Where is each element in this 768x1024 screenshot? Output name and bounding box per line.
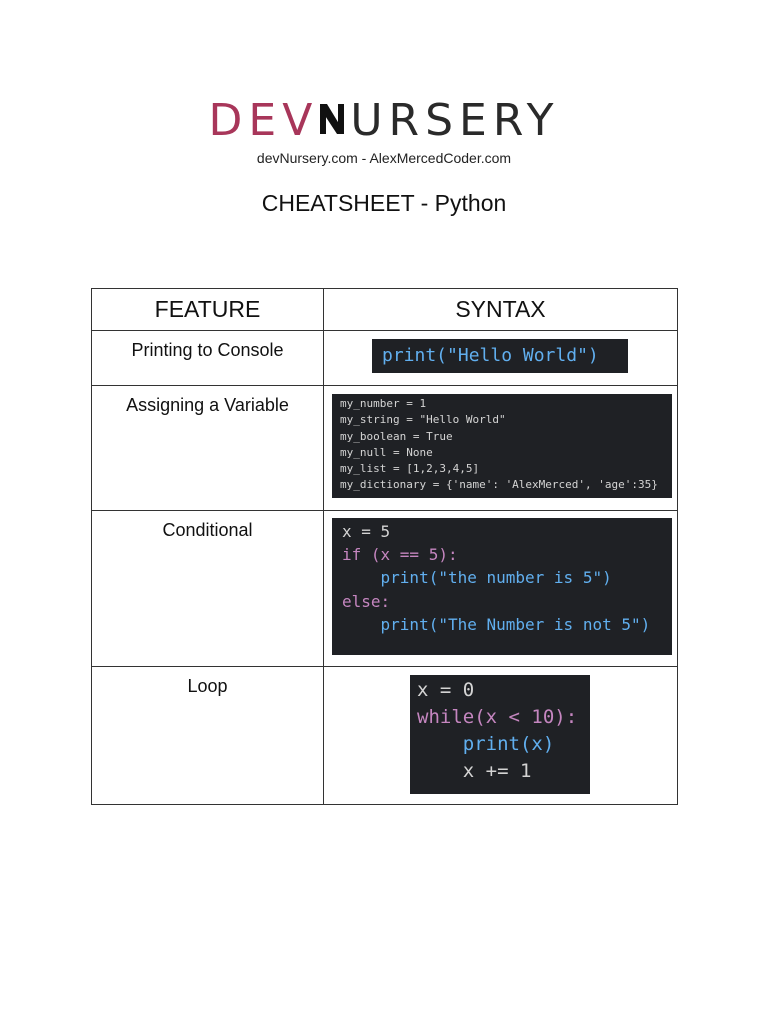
code-line: x = 5 — [342, 522, 391, 541]
table-row — [92, 667, 678, 805]
feature-column-header: FEATURE — [92, 289, 324, 331]
feature-cell — [92, 511, 324, 667]
syntax-cell — [324, 331, 678, 386]
table-row — [92, 511, 678, 667]
feature-label: Assigning a Variable — [126, 395, 289, 415]
logo-dev-text: DEV — [208, 95, 319, 146]
feature-label: Loop — [187, 676, 228, 696]
code-line: x = 0 — [417, 679, 475, 701]
code-line: my_list = [1,2,3,4,5] — [340, 462, 480, 476]
code-snippet-variables — [332, 394, 672, 498]
logo-ursery-text: URSERY — [350, 95, 560, 146]
page-title: CHEATSHEET - Python — [261, 190, 507, 216]
code-snippet-conditional — [332, 518, 672, 655]
code-line: else: — [342, 591, 391, 611]
code-line: print("Hello World") — [382, 345, 599, 366]
cheatsheet-table — [91, 288, 678, 805]
feature-cell — [92, 386, 324, 511]
feature-label: Printing to Console — [131, 340, 284, 360]
code-line: print("The Number is not 5") — [342, 614, 651, 634]
code-line: my_boolean = True — [340, 429, 453, 443]
code-line: if (x == 5): — [342, 545, 458, 565]
syntax-column-header: SYNTAX — [324, 289, 678, 331]
code-line: while(x < 10): — [417, 706, 578, 728]
syntax-cell — [324, 511, 678, 667]
site-links: devNursery.com - AlexMercedCoder.com — [256, 150, 512, 166]
syntax-cell — [324, 386, 678, 511]
code-line: x += 1 — [417, 760, 532, 782]
feature-label: Conditional — [162, 520, 253, 540]
feature-cell — [92, 331, 324, 386]
code-snippet-loop — [410, 675, 590, 794]
code-line: my_null = None — [340, 445, 433, 459]
code-snippet-print — [372, 339, 628, 373]
feature-cell — [92, 667, 324, 805]
code-line: my_dictionary = {'name': 'AlexMerced', 'age':35} — [340, 478, 658, 492]
code-line: print(x) — [417, 733, 555, 755]
syntax-cell — [324, 667, 678, 805]
table-row — [92, 331, 678, 386]
table-header-row — [92, 289, 678, 331]
code-line: my_string = "Hello World" — [340, 413, 506, 427]
devnursery-logo — [0, 96, 768, 146]
code-line: my_number = 1 — [340, 397, 427, 410]
table-row — [92, 386, 678, 511]
logo-n-mark-icon — [318, 97, 346, 131]
code-line: print("the number is 5") — [342, 568, 612, 588]
